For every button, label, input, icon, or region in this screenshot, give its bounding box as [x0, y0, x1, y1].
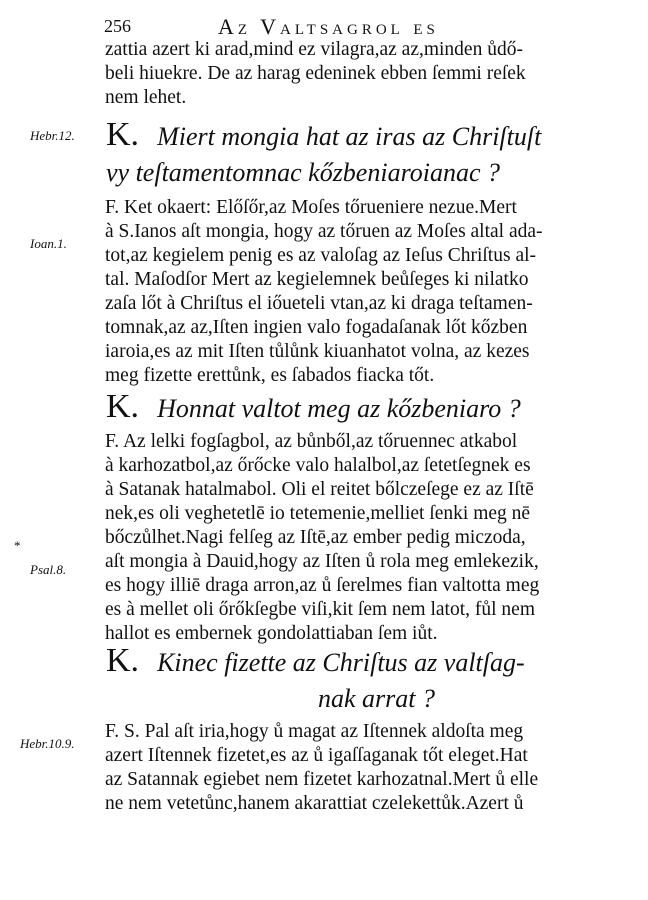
text-line: à S.Ianos aſt mongia, hogy az tőruen az Moſes altal ada- [105, 221, 543, 242]
text-line: hallot es embernek gondolattiaban ſem iůt. [105, 623, 438, 644]
text-line: tomnak,az az,Iſten ingien valo fogadaſanak lőt kőzben [105, 317, 528, 338]
margin-note: Hebr.10.9. [20, 736, 75, 751]
text-line: azert Iſtennek fizetet,es az ů igaſſaganak tőt eleget.Hat [105, 745, 528, 766]
question-heading [106, 116, 542, 153]
text-line: bőczůlhet.Nagi felſeg az Iſtē,az ember pedig miczoda, [105, 527, 526, 548]
page-number: 256 [104, 16, 131, 36]
text-line: F. Ket okaert: Előſőr,az Moſes tőrueniere nezue.Mert [105, 197, 517, 218]
text-line: meg fizette erettůnk, es ſabados fiacka tőt. [105, 365, 435, 386]
question-text: vy teſtamentomnac kőzbeniaroianac ? [106, 158, 500, 187]
text-line: tal. Maſodſor Mert az kegielemnek beůſeges ki nilatko [105, 269, 529, 290]
text-line: az Satannak egiebet nem fizetet karhozatnal.Mert ů elle [105, 769, 539, 790]
question-text: Honnat valtot meg az kőzbeniaro ? [157, 394, 521, 423]
text-line: es hogy illiē draga arron,az ů ſerelmes fian valtotta meg [105, 575, 540, 596]
text-line: ne nem vetetůnc,hanem akarattiat czelekettůk.Azert ů [105, 793, 524, 814]
question-letter: K. [106, 642, 140, 679]
question-letter: K. [106, 388, 140, 425]
text-line: zattia azert ki arad,mind ez vilagra,az az,minden ůdő- [105, 39, 523, 60]
text-line: F. Az lelki fogſagbol, az bůnből,az tőruennec atkabol [105, 431, 518, 452]
text-line: aſt mongia à Dauid,hogy az Iſten ů rola meg emlekezik, [105, 551, 539, 572]
margin-note: Ioan.1. [30, 236, 67, 251]
asterisk-mark: * [14, 538, 21, 553]
text-line: iaroia,es az mit Iſten tůlůnk kiuanhatot volna, az kezes [105, 341, 530, 362]
text-line: à Satanak hatalmabol. Oli el reitet bőlczeſege ez az Iſtē [105, 479, 534, 500]
running-head: Az Valtsagrol es [218, 14, 439, 39]
text-line: nem lehet. [105, 87, 187, 108]
question-heading [106, 388, 521, 425]
question-text: Miert mongia hat az iras az Chriſtuſt [157, 122, 542, 151]
margin-note: Hebr.12. [30, 128, 75, 143]
question-text: nak arrat ? [318, 684, 435, 713]
question-heading [106, 642, 525, 679]
text-line: es à mellet oli őrőkſegbe viſi,kit ſem nem latot, fůl nem [105, 599, 535, 620]
question-letter: K. [106, 116, 140, 153]
question-text: Kinec fizette az Chriſtus az valtſag- [157, 648, 525, 677]
text-line: zaſa lőt à Chriſtus el iőueteli vtan,az ki draga teſtamen- [105, 293, 533, 314]
text-line: tot,az kegielem penig es az valoſag az Ieſus Chriſtus al- [105, 245, 537, 266]
text-line: nek,es oli veghetetlē io tetemenie,melliet ſenki meg nē [105, 503, 531, 524]
text-line: beli hiuekre. De az harag edeninek ebben ſemmi reſek [105, 63, 526, 84]
margin-note: Psal.8. [30, 562, 67, 577]
text-line: à karhozatbol,az őrőcke valo halalbol,az ſetetſegnek es [105, 455, 531, 476]
text-line: F. S. Pal aſt iria,hogy ů magat az Iſtennek aldoſta meg [105, 721, 524, 742]
